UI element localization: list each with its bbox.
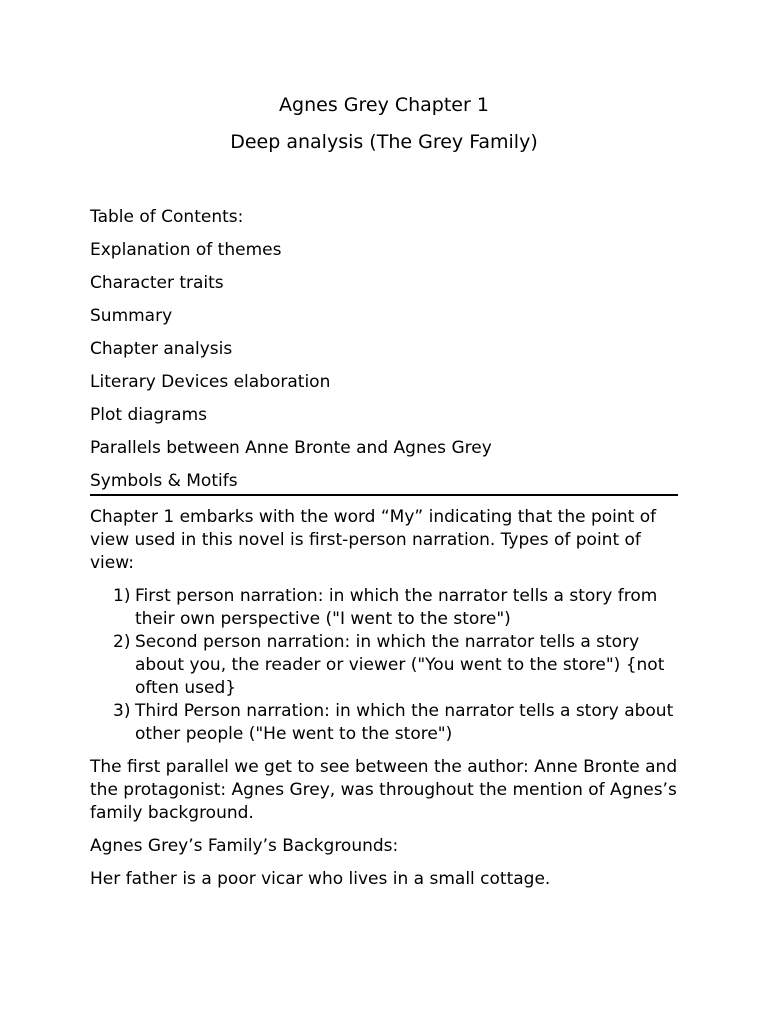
- toc-item: Explanation of themes: [90, 240, 282, 260]
- father-sentence: Her father is a poor vicar who lives in a small cottage.: [90, 869, 551, 889]
- toc-item: Summary: [90, 306, 173, 326]
- narration-types-list: [90, 585, 678, 746]
- toc-item: Character traits: [90, 273, 224, 293]
- list-number: 3): [113, 701, 131, 721]
- toc-item: Literary Devices elaboration: [90, 372, 331, 392]
- document-title: Agnes Grey Chapter 1: [279, 94, 489, 116]
- list-text: Second person narration: in which the narrator tells a story about you, the reader or viewer ("You went to the store") {not often used}: [135, 632, 665, 698]
- list-text: Third Person narration: in which the narrator tells a story about other people ("He went to the store"): [135, 701, 674, 744]
- intro-paragraph: Chapter 1 embarks with the word “My” indicating that the point of view used in this novel is first-person narration. Types of point of view:: [90, 507, 657, 573]
- list-item: [90, 585, 678, 631]
- toc-item: Symbols & Motifs: [90, 471, 238, 491]
- toc-heading: Table of Contents:: [90, 207, 244, 227]
- toc-item: Parallels between Anne Bronte and Agnes Grey: [90, 438, 492, 458]
- list-number: 1): [113, 586, 131, 606]
- parallel-paragraph: The first parallel we get to see between the author: Anne Bronte and the protagonist: Agnes Grey, was throughout the mention of Agnes’s family background.: [90, 757, 678, 823]
- toc-item: Plot diagrams: [90, 405, 207, 425]
- list-item: [90, 631, 678, 700]
- list-number: 2): [113, 632, 131, 652]
- family-heading: Agnes Grey’s Family’s Backgrounds:: [90, 836, 399, 856]
- list-item: [90, 700, 678, 746]
- table-of-contents: [90, 205, 678, 493]
- document-subtitle: Deep analysis (The Grey Family): [230, 131, 538, 153]
- toc-item: Chapter analysis: [90, 339, 233, 359]
- section-divider: [90, 494, 678, 496]
- title-block: [90, 0, 678, 161]
- list-text: First person narration: in which the narrator tells a story from their own perspective ("I went to the store"): [135, 586, 658, 629]
